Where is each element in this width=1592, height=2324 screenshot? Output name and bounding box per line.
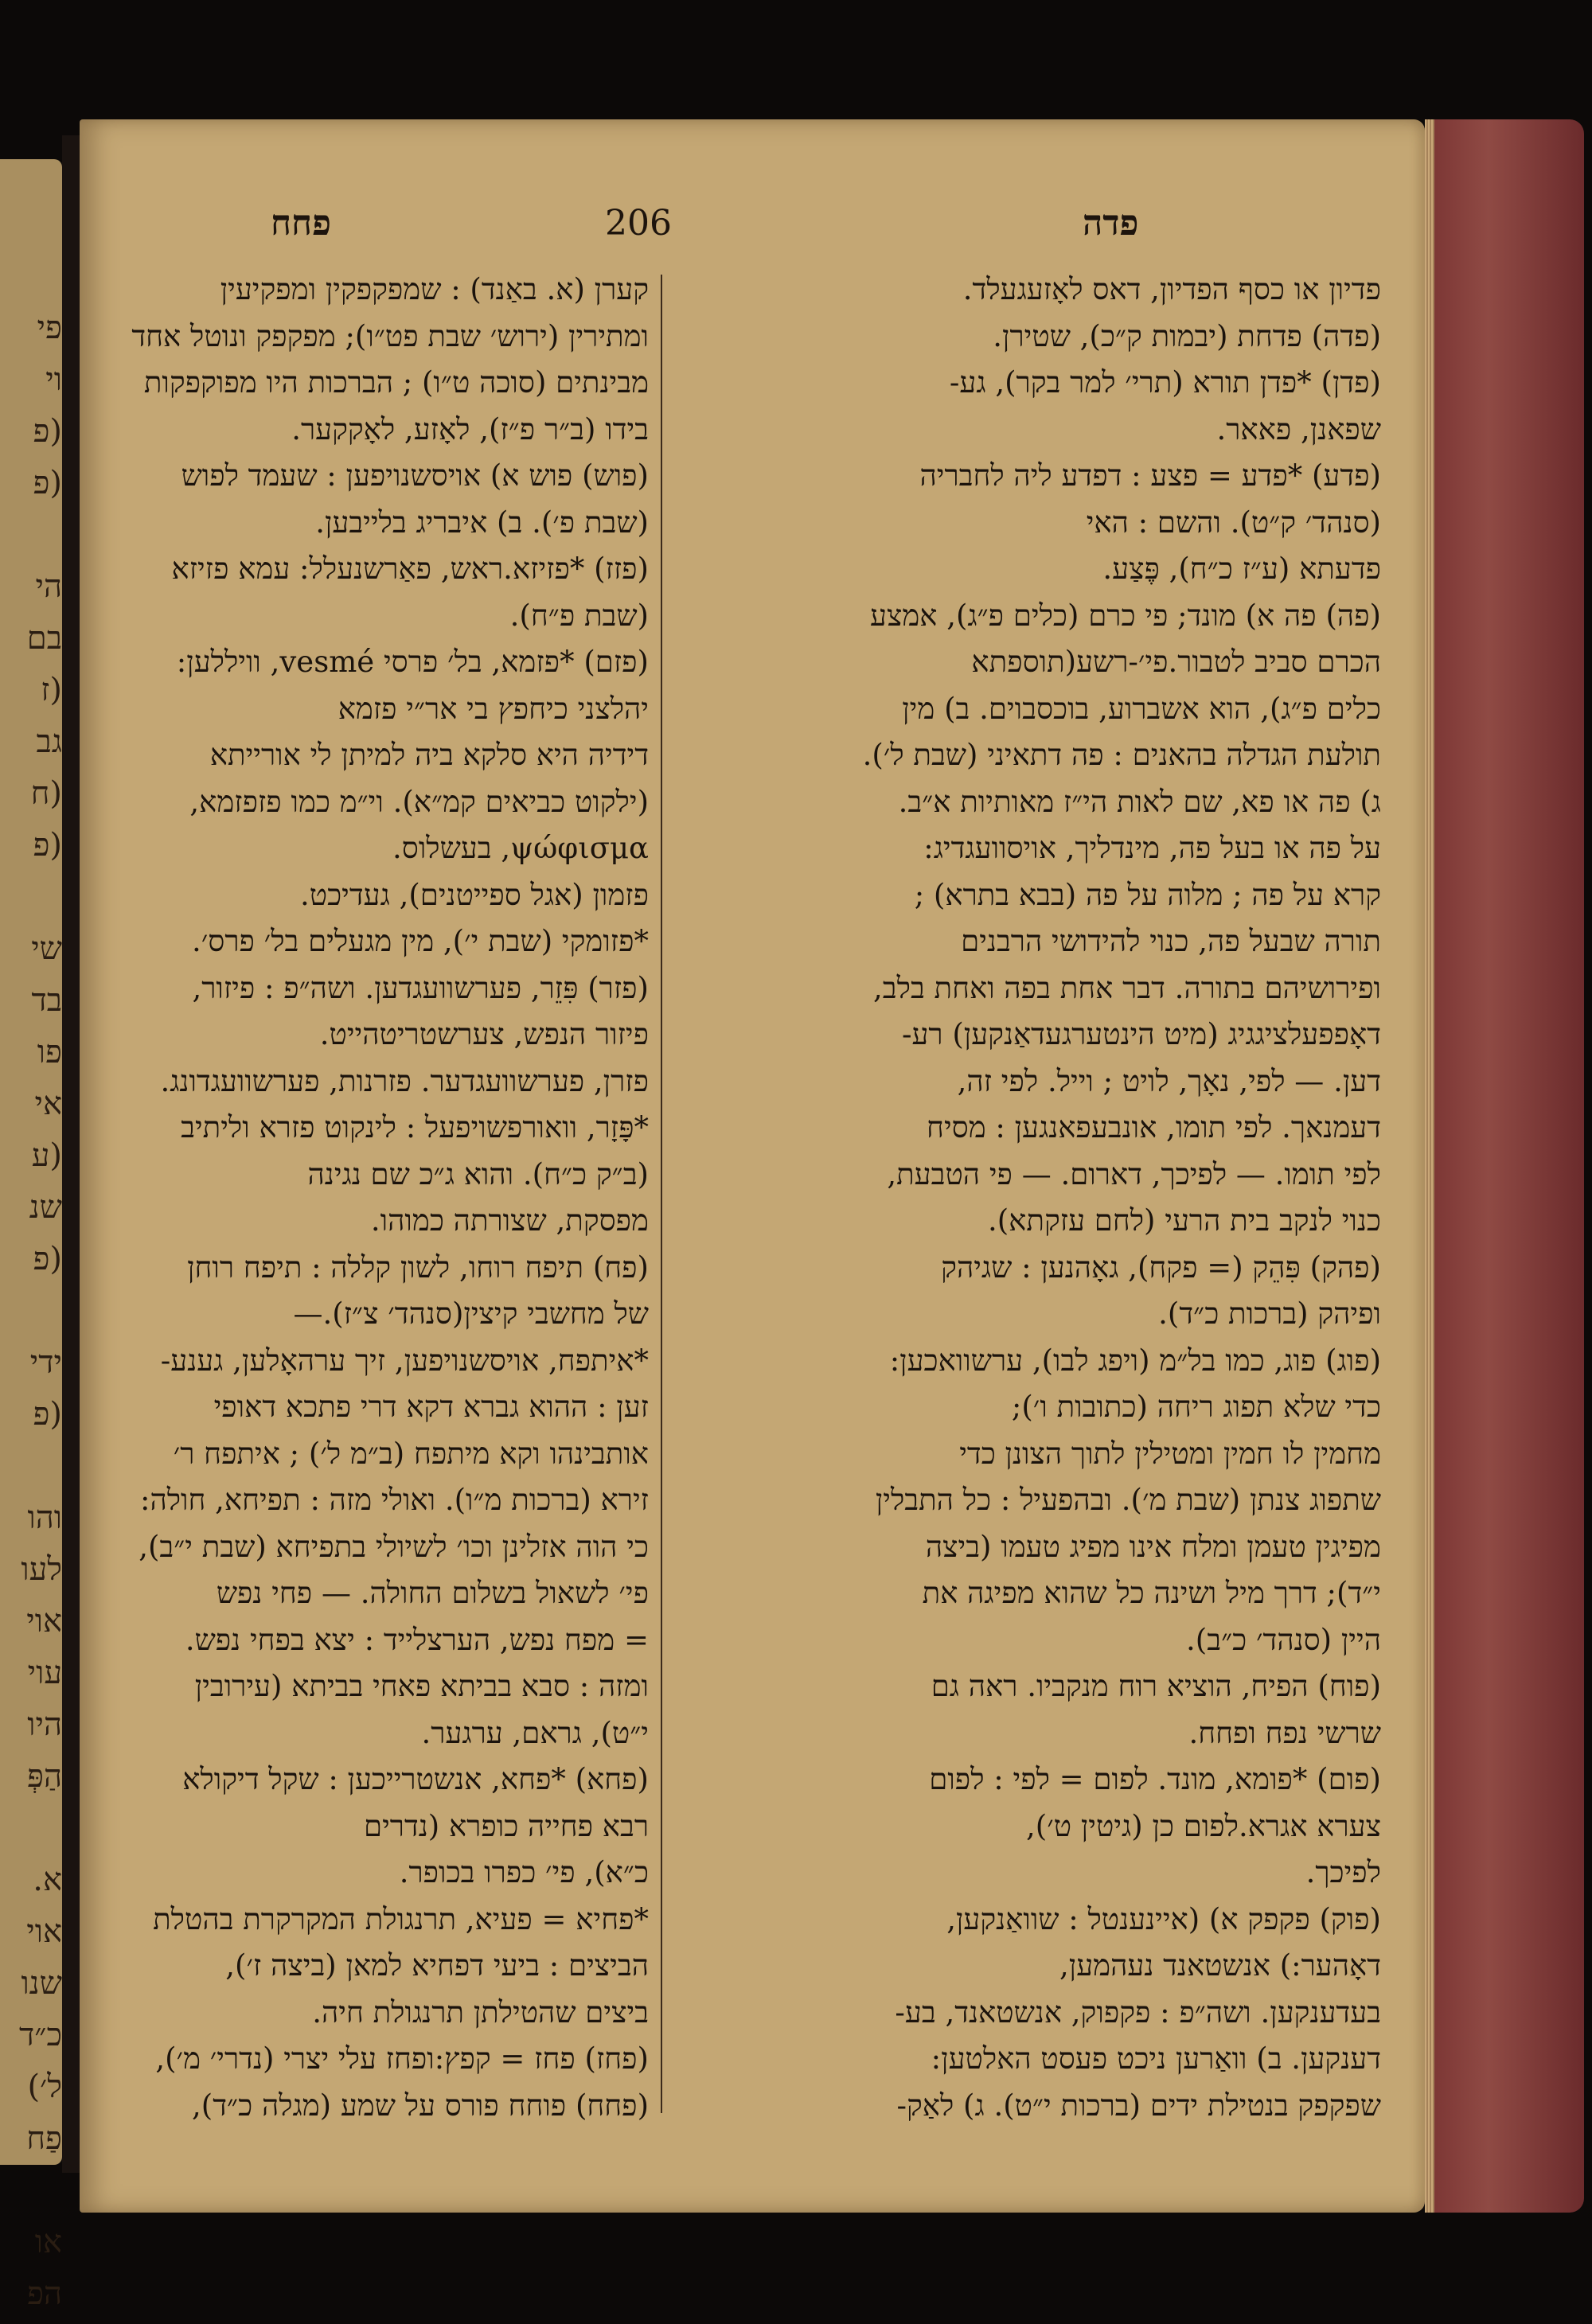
text-line: דענקען. ב) וואַרען ניכט פעסט האלטען: [931, 2041, 1381, 2076]
text-line: (פחז) פחז = קפץ:ופחז עלי יצרי (נדרי׳ מ׳), [155, 2041, 649, 2076]
previous-page-fragment: (פ [33, 465, 62, 501]
previous-page-fragment: עוי [27, 1655, 62, 1691]
text-line: זען : ההוא גברא דקא דרי פתכא דאופי [213, 1390, 649, 1424]
text-line: (פדה) פדחת (יבמות ק״כ), שטירן. [993, 318, 1381, 353]
text-line: (פוק) פקפק א) (איינענטל : שוואַנקען, [946, 1901, 1381, 1936]
text-line: מבינתים (סוכה ט״ו) ; הברכות היו מפוקפקות [143, 365, 649, 400]
previous-page-fragment [0, 2165, 62, 2217]
previous-page-fragment [0, 872, 62, 923]
text-line: אותבינהו וקא מיתפח (ב״מ ל׳) ; איתפח ר׳ [173, 1436, 649, 1471]
text-line: י״ד); דרך מיל ושינה כל שהוא מפיגה את [922, 1576, 1381, 1610]
text-line: מפסקת, שצורתה כמוהו. [370, 1203, 649, 1238]
text-line: שרשי נפח ופחח. [1188, 1715, 1381, 1750]
previous-page-fragment: או [34, 2224, 62, 2260]
previous-page-fragment: (פ [33, 827, 62, 864]
previous-page-fragment: (ע [31, 1137, 62, 1174]
text-line: קערן (א. באַנד) : שמפקפקין ומפקיעין [220, 272, 649, 306]
text-line: לפיכך. [1305, 1855, 1381, 1889]
previous-page-fragment: גב [36, 723, 62, 760]
text-line: זירא (ברכות מ״ו). ואולי מזה : תפיחא, חולה: [139, 1483, 649, 1517]
previous-page-fragment: והו [27, 1499, 62, 1536]
text-line: על פה או בעל פה, מינדליך, אויסוועגדיג: [923, 831, 1381, 865]
previous-page-fragment: (ז [41, 672, 62, 708]
column-divider [661, 275, 662, 2113]
previous-page-fragment: אוי [26, 1913, 62, 1950]
text-line: (פזר) פִּזֵר, פערשוועגדען. ושה״פ : פיזור, [192, 970, 649, 1005]
text-line: (פוג) פוג, כמו בל״מ (ויפג לבו), ערשוואכען: [889, 1343, 1381, 1378]
text-line: רבא פחייה כופרא (נדרים [363, 1808, 649, 1843]
text-line: שפקפק בנטילת ידים (ברכות י״ט). ג) לאַק- [896, 2088, 1381, 2123]
left-column [131, 267, 649, 2129]
text-line: (פדן) *פדן תורא (תרי׳ למר בקר), גע- [949, 365, 1381, 400]
text-line: דעמנאך. לפי תומו, אונבעפאנגען : מסיח [927, 1110, 1381, 1144]
page-number: 206 [605, 203, 672, 244]
text-line: ומתירין (ירוש׳ שבת פט״ו); מפקפק ונוטל אחד [131, 318, 649, 353]
previous-page-fragment: (פ [33, 413, 62, 450]
text-line: (ילקוט כביאים קמ״א). וי״מ כמו פזפזמא, [189, 784, 649, 819]
previous-page-fragment: וי [45, 361, 62, 398]
previous-page-fragment: פו [37, 1034, 62, 1070]
previous-page-text [0, 302, 62, 2320]
text-line: ופיהק (ברכות כ״ד). [1158, 1297, 1381, 1331]
page-header [207, 203, 1385, 259]
text-line: ביצים שהטילתן תרנגולת חיה. [312, 1995, 649, 2030]
text-line: לפי תומו. — לפיכך, דארום. — פי הטבעת, [887, 1156, 1381, 1191]
text-line: יהלצני כיחפץ בי אר״י פזמא [338, 691, 649, 726]
text-line: דידיה היא סלקא ביה למיתן לי אורייתא [209, 738, 649, 772]
text-line: = מפח נפש, הערצלייד : יצא בפחי נפש. [185, 1622, 649, 1657]
previous-page-fragment: לעו [21, 1551, 62, 1588]
page-stack-edge [1425, 119, 1434, 2213]
previous-page-edge [0, 159, 62, 2312]
text-line: (פדע) *פדע = פצע : דפדע ליה לחבריה [919, 458, 1381, 493]
text-line: פי׳ לשאול בשלום החולה. — פחי נפש [216, 1576, 649, 1610]
previous-page-fragment: אוי [26, 1603, 62, 1640]
previous-page-fragment [0, 509, 62, 561]
text-line: מחמין לו חמין ומטילין לתוך הצונן כדי [959, 1436, 1381, 1471]
text-line: ופירושיהם בתורה. דבר אחת בפה ואחת בלב, [873, 970, 1381, 1005]
text-line: (פחח) פוחח פורס על שמע (מגלה כ״ד), [192, 2088, 649, 2123]
text-line: ומזה : סבא בביתא פאחי בביתא (עירובין [194, 1669, 649, 1703]
previous-page-fragment: פַח [26, 2120, 62, 2157]
text-line: שתפוג צנתן (שבת מ׳). ובהפעיל : כל התבלין [875, 1483, 1381, 1517]
text-line: (סנהד׳ ק״ט). והשם : האי [1086, 505, 1381, 540]
text-line: *איתפח, אויסשנויפען, זיך ערהאָלען, גענע- [160, 1343, 649, 1378]
text-line: היין (סנהד׳ כ״ב). [1186, 1622, 1381, 1657]
running-headword-right: פדה [1083, 203, 1139, 244]
text-line: כנוי לנקב בית הרעי (לחם עזקתא). [987, 1203, 1381, 1238]
text-line: (שבת פ׳). ב) איבריג בלייבען. [315, 505, 649, 540]
text-line: (שבת פ״ח). [509, 598, 649, 633]
previous-page-fragment: הי [35, 568, 62, 605]
previous-page-fragment: הַפְּ [27, 1758, 62, 1795]
previous-page-fragment: שנ [29, 1189, 62, 1226]
text-line: בידו (ב״ר פ״ז), לאָזע, לאָקקער. [291, 411, 649, 446]
previous-page-fragment: ידי [29, 1344, 62, 1381]
text-line: צערא אגרא.לפום כן (גיטין ט׳), [1026, 1808, 1381, 1843]
text-line: (פחא) *פחא, אנשטרייכען : שקל דיקולא [182, 1762, 649, 1796]
text-line: ψώφισμα, בעשלוס. [392, 831, 649, 865]
text-line: כ״א), פי׳ כפרו בכופר. [399, 1855, 649, 1889]
text-line: שפאנן, פאאר. [1216, 411, 1381, 446]
text-line: (פוח) הפיח, הוציא רוח מנקביו. ראה גם [931, 1669, 1381, 1703]
previous-page-fragment: הפ [27, 2275, 62, 2312]
text-line: כלים פ״ג), הוא אשברוע, בוכסבוים. ב) מין [902, 691, 1381, 726]
text-line: ג) פה או פא, שם לאות הי״ז מאותיות א״ב. [898, 784, 1381, 819]
text-line: של מחשבי קיצין(סנהד׳ צ״ז).— [293, 1297, 649, 1331]
text-line: פזמון (אגל ספייטנים), געדיכט. [299, 877, 649, 912]
text-line: *פזומקי (שבת י׳), מין מגעלים בל׳ פרס׳. [192, 924, 649, 958]
text-line: דאָהער:) אנשטאנד נעהמען, [1059, 1948, 1381, 1983]
text-line: (פח) תיפח רוחו, לשון קללה : תיפח רוחן [187, 1250, 649, 1285]
text-line: הכרם סביב לטבור.פי׳-רשע(תוספתא [971, 645, 1381, 679]
previous-page-fragment: שי [31, 930, 62, 967]
text-line: בעדענקען. ושה״פ : פקפוק, אנשטאנד, בע- [895, 1995, 1381, 2030]
text-line: הביצים : ביעי דפחיא למאן (ביצה ז׳), [225, 1948, 649, 1983]
text-line: (פום) *פומא, מונד. לפום = לפי : לפום [929, 1762, 1381, 1796]
text-line: כדי שלא תפוג ריחה (כתובות ו׳); [1011, 1390, 1381, 1424]
text-line: (פוש) פוש א) אויסשנויפען : שעמד לפוש [181, 458, 649, 493]
text-line: פיזור הנפש, צערשטריטהייט. [319, 1017, 649, 1051]
text-line: פדיון או כסף הפדיון, דאס לאָזעגעלד. [962, 272, 1381, 306]
text-line: פדעתא (ע״ז כ״ח), פֶּצַע. [1102, 552, 1381, 586]
previous-page-fragment: פי [37, 310, 62, 346]
text-line: י״ט), גראם, ערגער. [421, 1715, 649, 1750]
previous-page-fragment: היו [27, 1706, 62, 1743]
text-line: דען. — לפי, נאָך, לויט ; וייל. לפי זה, [957, 1063, 1381, 1098]
text-line: פזרן, פערשוועגדער. פזרנות, פערשוועגדונג. [160, 1063, 649, 1098]
text-line: תורה שבעל פה, כנוי להידושי הרבנים [961, 924, 1381, 958]
previous-page-fragment [0, 1441, 62, 1492]
book-gutter [62, 135, 80, 2173]
text-line: *פחיא = פעיא, תרנגולת המקרקרת בהטלת [153, 1901, 649, 1936]
text-line: כי הוה אזלינן וכו׳ לשיולי בתפיחא (שבת י״ב), [139, 1529, 649, 1564]
previous-page-fragment: (פ [33, 1241, 62, 1277]
text-line: (פה) פה א) מונד; פי כרם (כלים פ״ג), אמצע [870, 598, 1381, 633]
text-line: (פזם) *פזמא, בל׳ פרסי vesmé, וויללען: [176, 645, 649, 679]
running-headword-left: פחח [271, 203, 332, 244]
previous-page-fragment: שנו [21, 1965, 62, 2002]
previous-page-fragment [0, 1285, 62, 1337]
previous-page-fragment [0, 1803, 62, 1854]
text-line: *פָּזָר, וואורפשויפעל : לינקוט פזרא וליתיב [181, 1110, 649, 1144]
previous-page-fragment: (ח [30, 775, 62, 812]
right-column [681, 267, 1381, 2129]
book-cover-edge [1425, 119, 1584, 2213]
previous-page-fragment: בם [26, 620, 62, 657]
previous-page-fragment: כ״ד [19, 2017, 62, 2053]
text-line: (ב״ק כ״ח). והוא ג״כ שם נגינה [307, 1156, 649, 1191]
previous-page-fragment: ל׳) [27, 2069, 62, 2105]
text-line: (פזז) *פזיזא.ראש, פאַרשנעלל: עמא פזיזא [171, 552, 649, 586]
text-line: דאָפפעלציגגיג (מיט הינטערגעדאַנקען) רע- [901, 1017, 1381, 1051]
previous-page-fragment: אי [34, 1086, 62, 1122]
text-line: (פהק) פִּהֵק (= פקח), גאָהנען : שגיהק [941, 1250, 1381, 1285]
text-line: קרא על פה ; מלוה על פה (בבא בתרא) ; [914, 877, 1381, 912]
text-line: מפיגין טעמן ומלח אינו מפיג טעמו (ביצה [925, 1529, 1381, 1564]
previous-page-fragment: א. [33, 1862, 62, 1898]
previous-page-fragment: (פ [33, 1396, 62, 1433]
text-line: תולעת הגדלה בהאנים : פה דתאיני (שבת ל׳). [862, 738, 1381, 772]
previous-page-fragment: בד [31, 982, 62, 1019]
